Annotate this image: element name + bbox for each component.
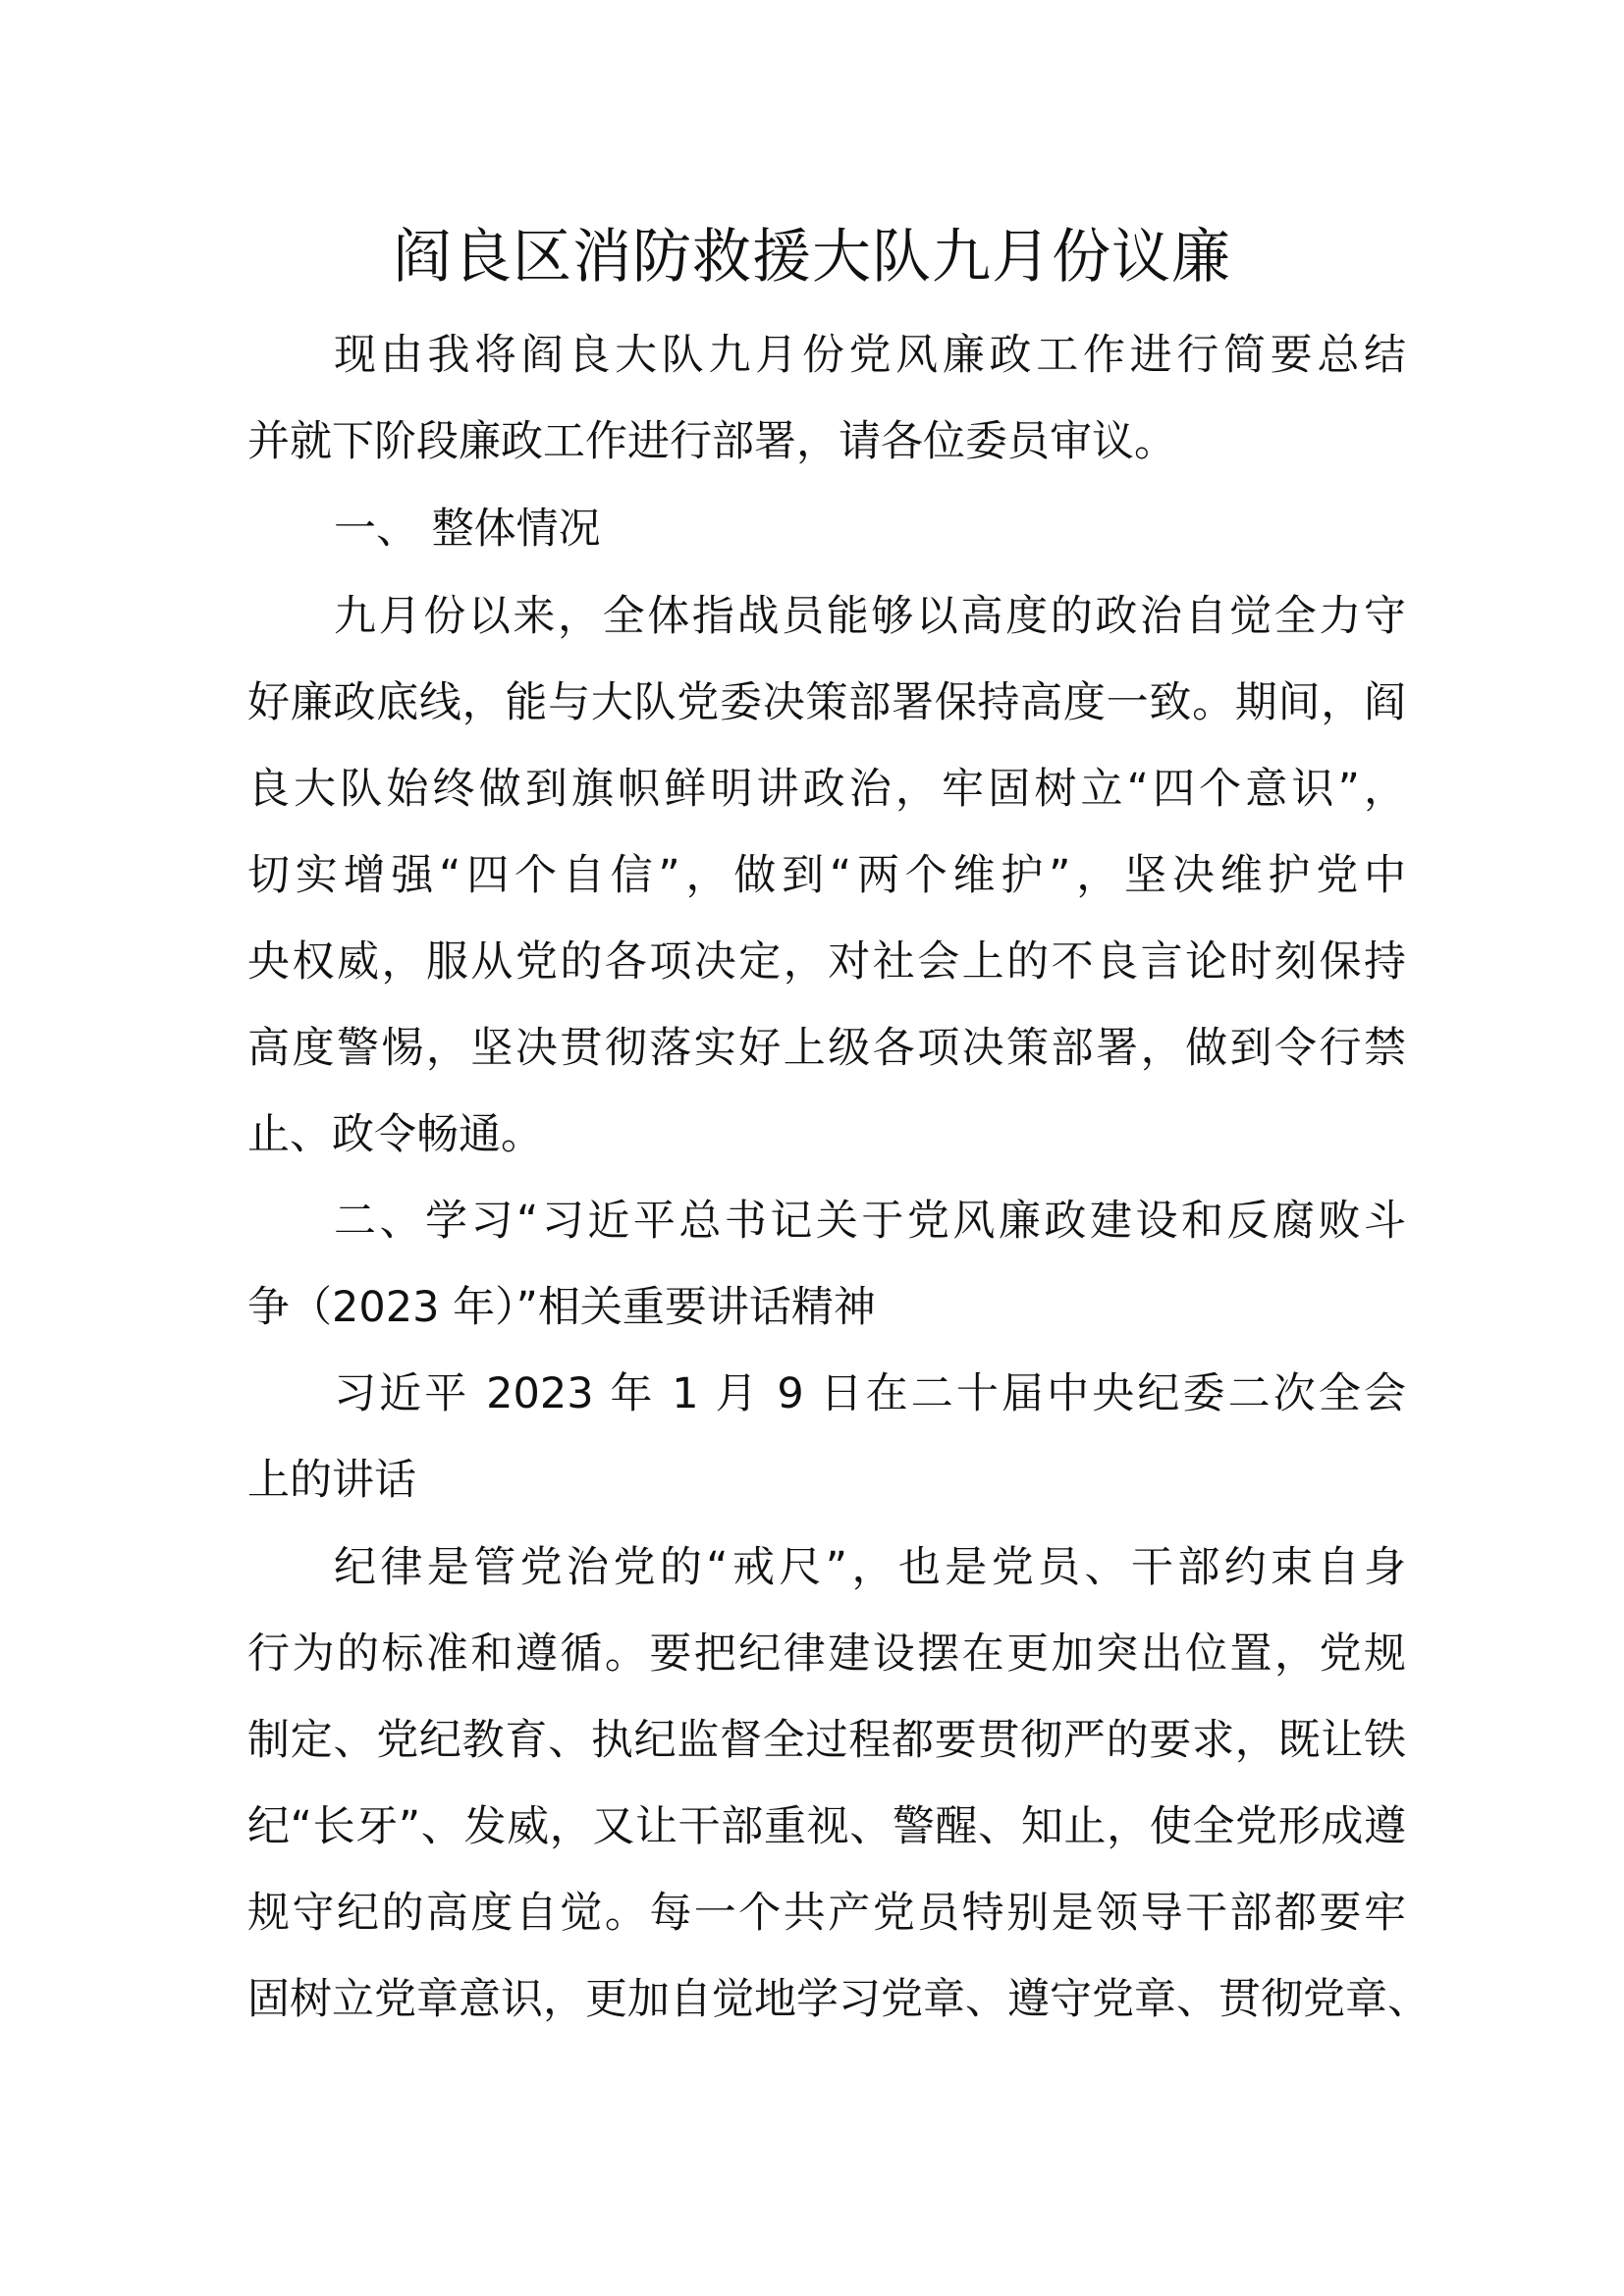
intro-line-1: 现由我将阎良大队九月份党风廉政工作进行简要总结	[334, 331, 1406, 380]
document-title: 阎良区消防救援大队九月份议廉	[393, 223, 1231, 292]
paragraph-2-line-2: 行为的标准和遵循。要把纪律建设摆在更加突出位置，党规	[247, 1629, 1406, 1679]
paragraph-1-line-7: 止、政令畅通。	[247, 1110, 543, 1159]
paragraph-2-line-4: 纪“长牙”、发威，又让干部重视、警醒、知止，使全党形成遵	[247, 1802, 1406, 1851]
paragraph-1-line-3: 良大队始终做到旗帜鲜明讲政治，牢固树立“四个意识”，	[247, 765, 1406, 814]
speech-source-line-2: 上的讲话	[247, 1456, 416, 1505]
paragraph-2-line-5: 规守纪的高度自觉。每一个共产党员特别是领导干部都要牢	[247, 1889, 1406, 1938]
paragraph-2-line-6: 固树立党章意识，更加自觉地学习党章、遵守党章、贯彻党章、	[247, 1975, 1430, 2024]
paragraph-1-line-6: 高度警惕，坚决贯彻落实好上级各项决策部署，做到令行禁	[247, 1024, 1406, 1073]
section-heading-2-line-2: 争（2023 年）”相关重要讲话精神	[247, 1283, 876, 1332]
paragraph-2-line-3: 制定、党纪教育、执纪监督全过程都要贯彻严的要求，既让铁	[247, 1716, 1406, 1765]
paragraph-2-line-1: 纪律是管党治党的“戒尺”，也是党员、干部约束自身	[334, 1543, 1406, 1592]
section-heading-2-line-1: 二、学习“习近平总书记关于党风廉政建设和反腐败斗	[334, 1197, 1406, 1246]
intro-line-2: 并就下阶段廉政工作进行部署，请各位委员审议。	[247, 417, 1176, 466]
paragraph-1-line-2: 好廉政底线，能与大队党委决策部署保持高度一致。期间，阎	[247, 678, 1406, 727]
paragraph-1-line-5: 央权威，服从党的各项决定，对社会上的不良言论时刻保持	[247, 937, 1406, 987]
paragraph-1-line-4: 切实增强“四个自信”，做到“两个维护”，坚决维护党中	[247, 851, 1406, 900]
section-heading-1: 一、 整体情况	[334, 505, 601, 554]
paragraph-1-line-1: 九月份以来，全体指战员能够以高度的政治自觉全力守	[334, 592, 1406, 641]
speech-source-line-1: 习近平 2023 年 1 月 9 日在二十届中央纪委二次全会	[334, 1369, 1406, 1418]
